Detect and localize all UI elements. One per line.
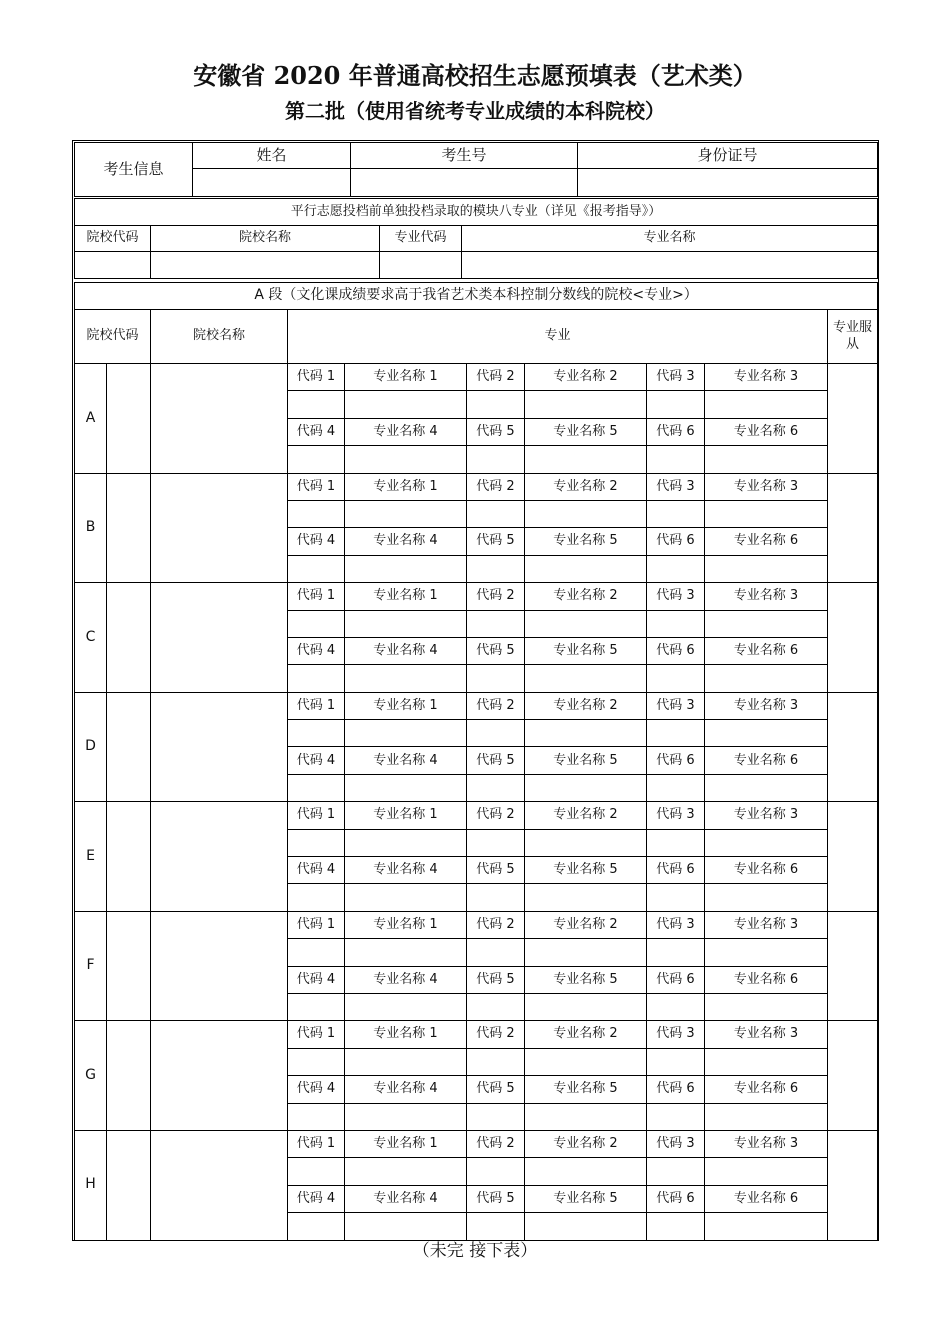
major-name-field[interactable]	[345, 774, 467, 801]
school-code-field[interactable]	[107, 692, 151, 802]
major-name-label: 专业名称 5	[525, 637, 647, 664]
major-name-field[interactable]	[705, 610, 828, 637]
major-name-field[interactable]	[345, 884, 467, 911]
page-title: 安徽省 2020 年普通高校招生志愿预填表（艺术类）	[193, 61, 757, 90]
major-name-field[interactable]	[345, 446, 467, 473]
major-code-label: 代码 3	[647, 1021, 705, 1048]
major-code-label: 代码 1	[288, 583, 345, 610]
major-code-field[interactable]	[647, 1158, 705, 1185]
major-name-field[interactable]	[525, 446, 647, 473]
major-name-label: 专业名称 3	[705, 692, 828, 719]
group-row	[75, 583, 878, 610]
group-letter: A	[75, 364, 107, 474]
major-name-label: 专业名称 3	[705, 473, 828, 500]
major-name-field[interactable]	[345, 993, 467, 1020]
major-code-label: 代码 4	[288, 747, 345, 774]
school-code-field[interactable]	[107, 1021, 151, 1131]
major-name-label: 专业名称 6	[705, 966, 828, 993]
major-code-label: 代码 4	[288, 637, 345, 664]
major-name-field[interactable]	[525, 720, 647, 747]
major-code-label: 代码 5	[467, 1076, 525, 1103]
major-code-field[interactable]	[647, 500, 705, 527]
major-name-label: 专业名称 3	[705, 911, 828, 938]
major-name-field[interactable]	[345, 555, 467, 582]
major-code-field[interactable]	[467, 1048, 525, 1075]
major-code-field[interactable]	[288, 993, 345, 1020]
major-name-label: 专业名称 2	[525, 911, 647, 938]
major-code-label: 代码 1	[288, 802, 345, 829]
major-code-field[interactable]	[647, 774, 705, 801]
major-name-label: 专业名称 1	[345, 1021, 467, 1048]
major-code-field[interactable]	[647, 665, 705, 692]
major-name-field[interactable]	[525, 939, 647, 966]
major-code-field[interactable]	[647, 720, 705, 747]
major-code-field[interactable]	[467, 829, 525, 856]
major-code-label: 代码 1	[288, 473, 345, 500]
major-code-field[interactable]	[467, 939, 525, 966]
major-code-label: 代码 2	[467, 1021, 525, 1048]
major-obey-field[interactable]	[828, 692, 878, 802]
major-code-label: 代码 3	[647, 583, 705, 610]
school-code-header: 院校代码	[75, 310, 151, 364]
school-name-field[interactable]	[151, 692, 288, 802]
major-name-label: 专业名称 4	[345, 857, 467, 884]
major-name-label: 专业名称 2	[525, 692, 647, 719]
major-obey-field[interactable]	[828, 911, 878, 1021]
major-name-field[interactable]	[705, 1048, 828, 1075]
major-name-label: 专业名称 1	[345, 911, 467, 938]
major-code-label: 代码 4	[288, 418, 345, 445]
major-name-label: 专业名称 1	[345, 802, 467, 829]
major-name-field[interactable]	[525, 1158, 647, 1185]
major-code-field[interactable]	[647, 610, 705, 637]
major-code-field[interactable]	[467, 391, 525, 418]
major-code-label: 代码 5	[467, 418, 525, 445]
major-name-label: 专业名称 1	[345, 364, 467, 391]
major-code-field[interactable]	[288, 829, 345, 856]
major-name-label: 专业名称 6	[705, 637, 828, 664]
major-name-label: 专业名称 2	[525, 1021, 647, 1048]
major-obey-field[interactable]	[828, 1130, 878, 1240]
major-name-label: 专业名称 6	[705, 1076, 828, 1103]
school-code-field[interactable]	[107, 802, 151, 912]
module8-school-code-field[interactable]	[75, 252, 151, 279]
major-name-field[interactable]	[705, 829, 828, 856]
major-obey-field[interactable]	[828, 1021, 878, 1131]
major-code-field[interactable]	[467, 610, 525, 637]
module8-major-code-header: 专业代码	[380, 226, 462, 252]
major-code-field[interactable]	[647, 1048, 705, 1075]
major-code-label: 代码 6	[647, 528, 705, 555]
major-code-field[interactable]	[647, 993, 705, 1020]
module8-school-name-header: 院校名称	[151, 226, 380, 252]
major-code-field[interactable]	[288, 500, 345, 527]
major-name-label: 专业名称 6	[705, 418, 828, 445]
major-name-field[interactable]	[705, 720, 828, 747]
major-code-label: 代码 5	[467, 966, 525, 993]
major-code-field[interactable]	[467, 555, 525, 582]
major-name-field[interactable]	[525, 993, 647, 1020]
major-code-label: 代码 1	[288, 911, 345, 938]
group-letter: B	[75, 473, 107, 583]
group-row	[75, 802, 878, 829]
group-letter: D	[75, 692, 107, 802]
major-code-label: 代码 3	[647, 473, 705, 500]
major-obey-field[interactable]	[828, 583, 878, 693]
id-number-header: 身份证号	[578, 143, 878, 169]
major-name-field[interactable]	[525, 391, 647, 418]
group-row	[75, 364, 878, 391]
major-name-label: 专业名称 1	[345, 473, 467, 500]
major-obey-field[interactable]	[828, 364, 878, 474]
major-code-field[interactable]	[288, 1158, 345, 1185]
major-code-label: 代码 1	[288, 692, 345, 719]
major-code-label: 代码 6	[647, 637, 705, 664]
school-name-field[interactable]	[151, 911, 288, 1021]
major-name-label: 专业名称 3	[705, 802, 828, 829]
group-row	[75, 911, 878, 938]
major-name-label: 专业名称 4	[345, 747, 467, 774]
major-code-label: 代码 5	[467, 857, 525, 884]
school-name-field[interactable]	[151, 583, 288, 693]
major-name-label: 专业名称 4	[345, 528, 467, 555]
group-row	[75, 473, 878, 500]
major-code-label: 代码 1	[288, 364, 345, 391]
major-code-label: 代码 3	[647, 802, 705, 829]
major-code-label: 代码 4	[288, 1076, 345, 1103]
major-code-field[interactable]	[288, 446, 345, 473]
school-name-field[interactable]	[151, 1021, 288, 1131]
major-name-label: 专业名称 3	[705, 1130, 828, 1157]
segment-a-title: A 段（文化课成绩要求高于我省艺术类本科控制分数线的院校<专业>）	[75, 283, 878, 310]
major-code-label: 代码 6	[647, 1076, 705, 1103]
major-code-field[interactable]	[467, 665, 525, 692]
major-code-field[interactable]	[647, 939, 705, 966]
group-letter: F	[75, 911, 107, 1021]
major-code-field[interactable]	[467, 1103, 525, 1130]
major-obey-header: 专业服从	[828, 310, 878, 364]
major-code-field[interactable]	[647, 446, 705, 473]
major-code-field[interactable]	[467, 500, 525, 527]
major-name-field[interactable]	[705, 774, 828, 801]
major-obey-field[interactable]	[828, 473, 878, 583]
group-letter: E	[75, 802, 107, 912]
major-name-label: 专业名称 6	[705, 528, 828, 555]
major-code-field[interactable]	[647, 391, 705, 418]
major-code-label: 代码 2	[467, 911, 525, 938]
major-name-field[interactable]	[705, 1158, 828, 1185]
major-name-field[interactable]	[705, 665, 828, 692]
module8-table	[74, 198, 878, 279]
major-code-label: 代码 5	[467, 747, 525, 774]
major-code-field[interactable]	[288, 1103, 345, 1130]
major-name-label: 专业名称 5	[525, 966, 647, 993]
school-name-field[interactable]	[151, 364, 288, 474]
major-code-field[interactable]	[467, 446, 525, 473]
module8-major-code-field[interactable]	[380, 252, 462, 279]
major-name-label: 专业名称 4	[345, 1185, 467, 1212]
major-code-field[interactable]	[647, 829, 705, 856]
major-name-label: 专业名称 5	[525, 418, 647, 445]
name-field[interactable]	[193, 169, 351, 197]
major-code-label: 代码 1	[288, 1021, 345, 1048]
segment-a-table	[74, 282, 878, 1241]
school-code-field[interactable]	[107, 473, 151, 583]
major-name-field[interactable]	[705, 446, 828, 473]
major-code-label: 代码 3	[647, 1130, 705, 1157]
major-code-label: 代码 2	[467, 364, 525, 391]
major-code-label: 代码 3	[647, 911, 705, 938]
major-name-label: 专业名称 5	[525, 528, 647, 555]
major-name-label: 专业名称 4	[345, 1076, 467, 1103]
major-name-field[interactable]	[705, 555, 828, 582]
major-name-field[interactable]	[345, 939, 467, 966]
major-code-field[interactable]	[467, 1158, 525, 1185]
major-name-label: 专业名称 2	[525, 1130, 647, 1157]
major-code-label: 代码 5	[467, 637, 525, 664]
id-number-field[interactable]	[578, 169, 878, 197]
major-code-label: 代码 2	[467, 1130, 525, 1157]
major-code-label: 代码 6	[647, 747, 705, 774]
major-name-field[interactable]	[705, 939, 828, 966]
module8-title: 平行志愿投档前单独投档录取的模块八专业（详见《报考指导》）	[75, 199, 878, 226]
major-name-field[interactable]	[345, 610, 467, 637]
major-name-field[interactable]	[345, 1103, 467, 1130]
major-name-label: 专业名称 4	[345, 966, 467, 993]
major-name-label: 专业名称 2	[525, 364, 647, 391]
major-name-field[interactable]	[525, 829, 647, 856]
major-code-label: 代码 2	[467, 692, 525, 719]
major-name-field[interactable]	[345, 720, 467, 747]
page-subtitle: 第二批（使用省统考专业成绩的本科院校）	[285, 99, 665, 123]
major-name-field[interactable]	[345, 1048, 467, 1075]
major-code-field[interactable]	[467, 774, 525, 801]
group-row	[75, 1021, 878, 1048]
school-name-field[interactable]	[151, 1130, 288, 1240]
major-name-label: 专业名称 6	[705, 1185, 828, 1212]
major-name-label: 专业名称 6	[705, 747, 828, 774]
exam-number-field[interactable]	[351, 169, 578, 197]
major-name-field[interactable]	[525, 1103, 647, 1130]
major-code-label: 代码 2	[467, 473, 525, 500]
major-code-label: 代码 5	[467, 1185, 525, 1212]
school-name-field[interactable]	[151, 473, 288, 583]
major-code-label: 代码 3	[647, 692, 705, 719]
major-name-label: 专业名称 5	[525, 1185, 647, 1212]
module8-major-name-field[interactable]	[462, 252, 878, 279]
major-name-label: 专业名称 3	[705, 1021, 828, 1048]
major-name-label: 专业名称 5	[525, 1076, 647, 1103]
major-header: 专业	[288, 310, 828, 364]
major-code-field[interactable]	[647, 555, 705, 582]
major-code-label: 代码 4	[288, 1185, 345, 1212]
major-name-field[interactable]	[525, 610, 647, 637]
major-name-field[interactable]	[705, 884, 828, 911]
major-name-field[interactable]	[525, 774, 647, 801]
major-obey-field[interactable]	[828, 802, 878, 912]
major-code-field[interactable]	[288, 555, 345, 582]
major-name-field[interactable]	[345, 665, 467, 692]
major-code-field[interactable]	[288, 939, 345, 966]
major-code-field[interactable]	[288, 665, 345, 692]
major-name-field[interactable]	[705, 500, 828, 527]
major-code-label: 代码 3	[647, 364, 705, 391]
major-name-label: 专业名称 2	[525, 583, 647, 610]
major-code-field[interactable]	[467, 720, 525, 747]
major-code-field[interactable]	[288, 884, 345, 911]
major-name-label: 专业名称 5	[525, 857, 647, 884]
candidate-info-label: 考生信息	[75, 143, 193, 197]
name-header: 姓名	[193, 143, 351, 169]
major-name-label: 专业名称 1	[345, 692, 467, 719]
major-name-field[interactable]	[345, 1158, 467, 1185]
group-letter: C	[75, 583, 107, 693]
major-code-field[interactable]	[288, 720, 345, 747]
group-letter: H	[75, 1130, 107, 1240]
school-name-header: 院校名称	[151, 310, 288, 364]
major-code-label: 代码 2	[467, 802, 525, 829]
module8-school-code-header: 院校代码	[75, 226, 151, 252]
major-code-label: 代码 6	[647, 418, 705, 445]
major-name-label: 专业名称 3	[705, 364, 828, 391]
major-code-field[interactable]	[467, 884, 525, 911]
school-name-field[interactable]	[151, 802, 288, 912]
continued-note: （未完 接下表）	[412, 1241, 538, 1261]
major-code-label: 代码 4	[288, 528, 345, 555]
major-code-field[interactable]	[288, 391, 345, 418]
major-code-label: 代码 2	[467, 583, 525, 610]
major-name-field[interactable]	[705, 391, 828, 418]
major-name-field[interactable]	[525, 884, 647, 911]
school-code-field[interactable]	[107, 364, 151, 474]
major-name-label: 专业名称 2	[525, 473, 647, 500]
school-code-field[interactable]	[107, 911, 151, 1021]
major-name-field[interactable]	[525, 500, 647, 527]
major-code-field[interactable]	[647, 884, 705, 911]
school-code-field[interactable]	[107, 1130, 151, 1240]
major-name-field[interactable]	[345, 500, 467, 527]
major-code-label: 代码 4	[288, 966, 345, 993]
major-code-field[interactable]	[467, 993, 525, 1020]
major-name-label: 专业名称 3	[705, 583, 828, 610]
exam-number-header: 考生号	[351, 143, 578, 169]
major-code-field[interactable]	[288, 1048, 345, 1075]
major-code-label: 代码 6	[647, 1185, 705, 1212]
module8-major-name-header: 专业名称	[462, 226, 878, 252]
major-code-field[interactable]	[288, 610, 345, 637]
school-code-field[interactable]	[107, 583, 151, 693]
major-name-field[interactable]	[525, 555, 647, 582]
major-name-label: 专业名称 2	[525, 802, 647, 829]
major-code-label: 代码 6	[647, 966, 705, 993]
major-name-field[interactable]	[705, 993, 828, 1020]
major-name-label: 专业名称 4	[345, 418, 467, 445]
major-code-label: 代码 6	[647, 857, 705, 884]
candidate-info-table	[74, 142, 878, 197]
major-name-label: 专业名称 4	[345, 637, 467, 664]
major-name-label: 专业名称 5	[525, 747, 647, 774]
major-name-field[interactable]	[345, 829, 467, 856]
major-name-field[interactable]	[705, 1103, 828, 1130]
major-code-field[interactable]	[647, 1103, 705, 1130]
major-name-field[interactable]	[525, 665, 647, 692]
group-row	[75, 1130, 878, 1157]
major-name-label: 专业名称 1	[345, 1130, 467, 1157]
major-code-label: 代码 5	[467, 528, 525, 555]
major-code-field[interactable]	[288, 774, 345, 801]
major-code-label: 代码 4	[288, 857, 345, 884]
group-row	[75, 692, 878, 719]
module8-school-name-field[interactable]	[151, 252, 380, 279]
major-name-label: 专业名称 1	[345, 583, 467, 610]
major-code-label: 代码 1	[288, 1130, 345, 1157]
major-name-field[interactable]	[345, 391, 467, 418]
major-name-field[interactable]	[525, 1048, 647, 1075]
group-letter: G	[75, 1021, 107, 1131]
major-name-label: 专业名称 6	[705, 857, 828, 884]
